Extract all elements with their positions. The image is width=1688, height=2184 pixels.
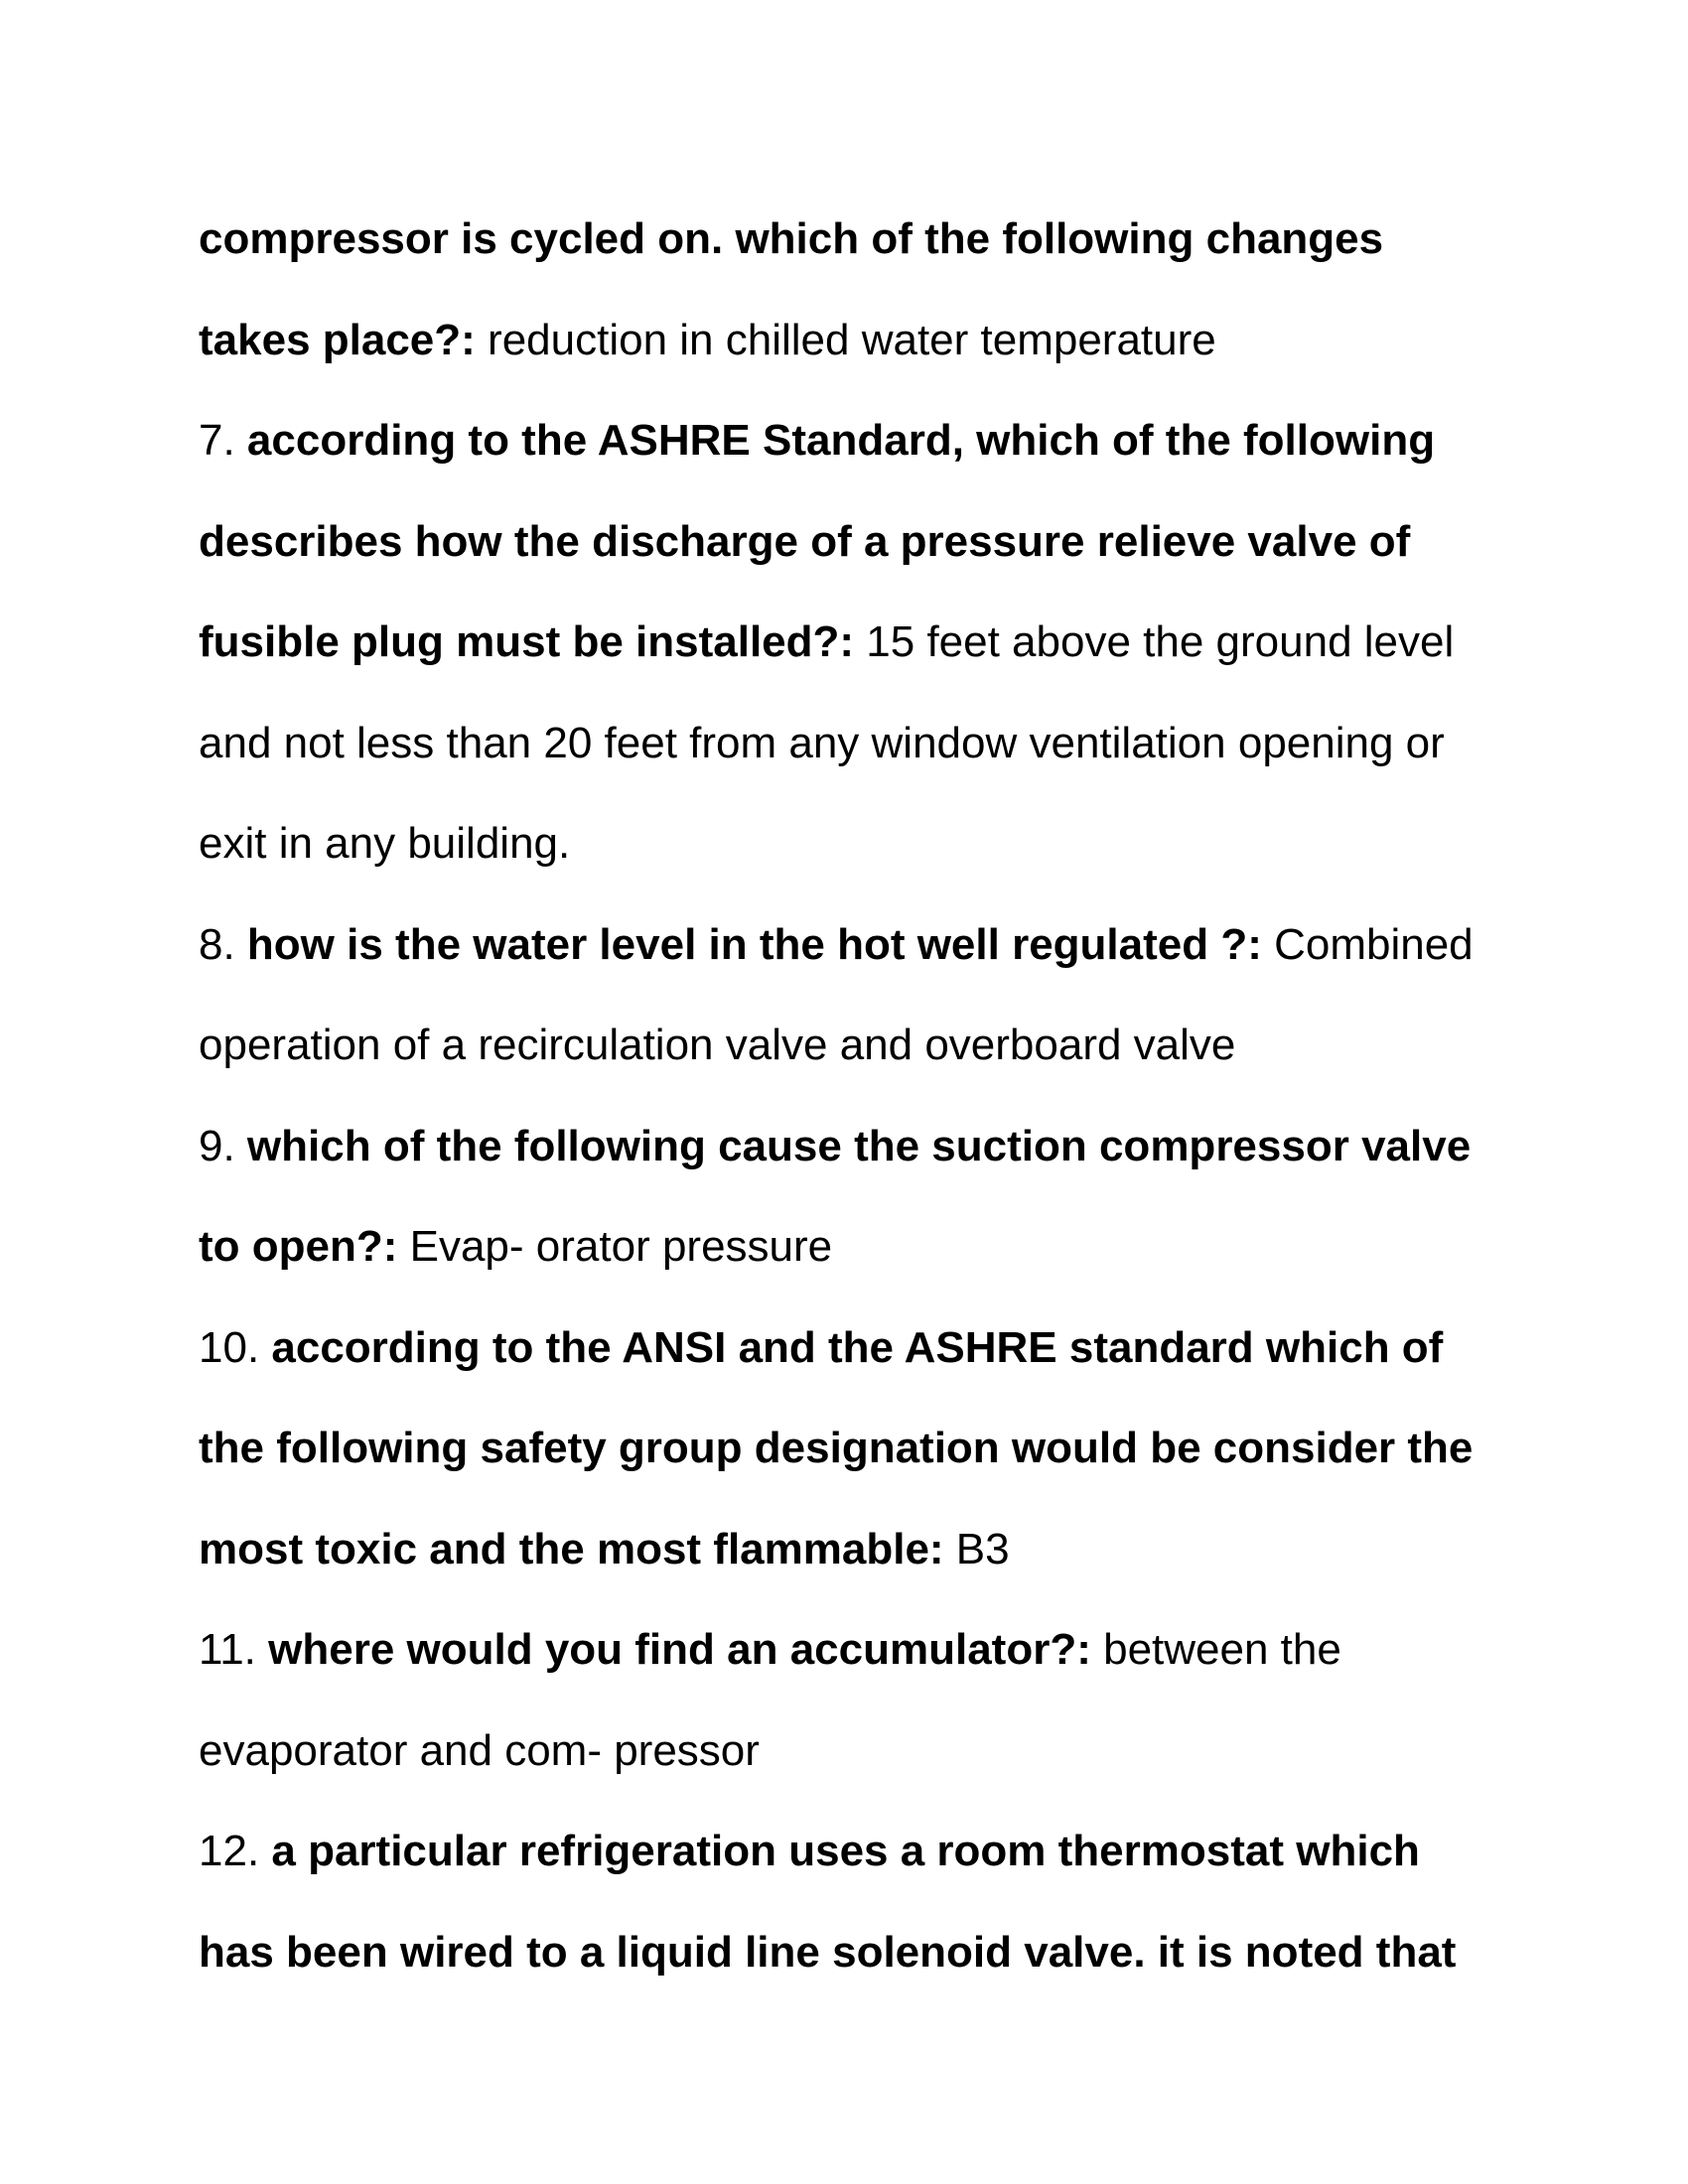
text-line [199,894,1509,996]
question-text: fusible plug must be installed?: [199,617,855,666]
answer-text: 7. [199,416,247,465]
answer-text: 9. [199,1121,247,1170]
answer-text: 11. [199,1625,269,1674]
answer-text: between the [1090,1625,1341,1674]
answer-text: 8. [199,919,247,969]
text-line [199,491,1509,593]
question-text: most toxic and the most flammable: [199,1524,944,1573]
text-line [199,1701,1509,1802]
text-line [199,1196,1509,1297]
question-text: to open?: [199,1222,398,1271]
question-text: takes place?: [199,315,476,364]
text-line [199,1599,1509,1701]
text-line [199,995,1509,1096]
text-line [199,1902,1509,2003]
answer-text: 12. [199,1827,272,1875]
answer-text: 15 feet above the ground level [854,617,1455,666]
text-line [199,1801,1509,1902]
answer-text: and not less than 20 feet from any window ventilation opening or [199,718,1445,767]
answer-text: Combined [1261,919,1474,969]
answer-text: operation of a recirculation valve and overboard valve [199,1021,1236,1069]
answer-text: Evap- orator pressure [397,1222,833,1271]
answer-text: 10. [199,1322,272,1372]
question-text: where would you find an accumulator?: [268,1625,1091,1674]
text-line [199,1096,1509,1197]
question-text: according to the ASHRE Standard, which of the following [246,416,1436,465]
text-line [199,189,1509,290]
question-text: compressor is cycled on. which of the following changes [199,214,1384,263]
answer-text: evaporator and com- pressor [199,1725,760,1775]
answer-text: exit in any building. [199,819,571,868]
question-text: a particular refrigeration uses a room thermostat which [271,1827,1420,1875]
text-line [199,290,1509,391]
question-text: has been wired to a liquid line solenoid valve. it is noted that [199,1927,1457,1977]
text-line [199,1398,1509,1499]
answer-text: B3 [943,1524,1010,1573]
question-text: according to the ANSI and the ASHRE standard which of [271,1322,1444,1372]
answer-text: reduction in chilled water temperature [475,315,1216,364]
question-text: which of the following cause the suction compressor valve [246,1121,1472,1170]
question-text: how is the water level in the hot well regulated ?: [246,919,1262,969]
question-text: the following safety group designation would be consider the [199,1424,1474,1472]
text-line [199,592,1509,693]
document-body [199,189,1509,2002]
text-line [199,1499,1509,1600]
text-line [199,1297,1509,1399]
text-line [199,390,1509,491]
text-line [199,793,1509,894]
question-text: describes how the discharge of a pressure relieve valve of [199,516,1411,566]
text-line [199,693,1509,794]
